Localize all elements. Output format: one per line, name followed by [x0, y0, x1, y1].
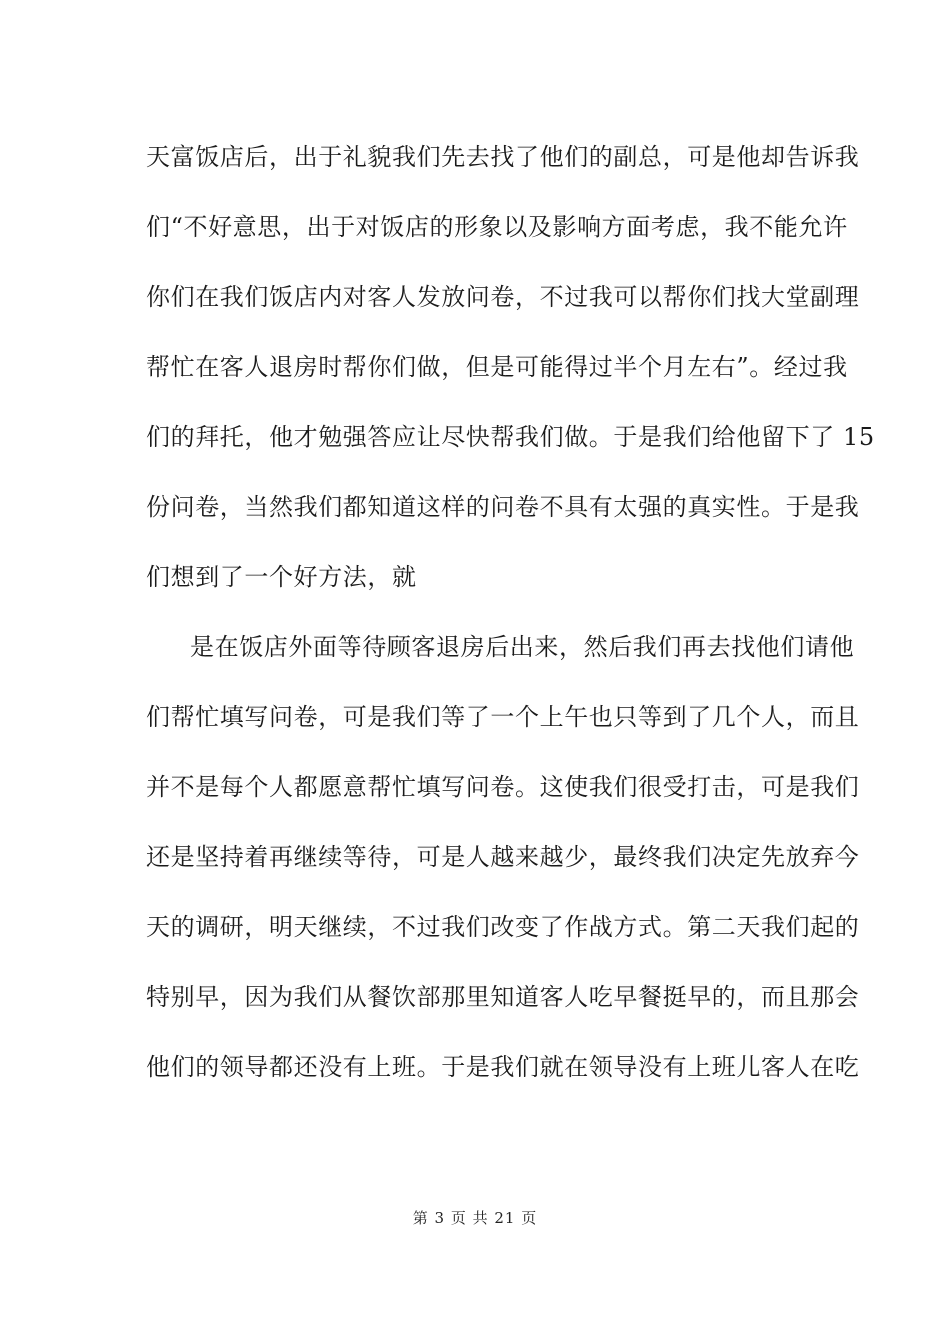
paragraph-2-first-line: 是在饭店外面等待顾客退房后出来，然后我们再去找他们请他	[190, 633, 855, 661]
text-line-9: 们帮忙填写问卷，可是我们等了一个上午也只等到了几个人，而且	[146, 703, 860, 731]
text-line-5: 们的拜托，他才勉强答应让尽快帮我们做。于是我们给他留下了 15	[146, 423, 875, 451]
text-line-13: 特别早，因为我们从餐饮部那里知道客人吃早餐挺早的，而且那会	[146, 983, 860, 1011]
text-line-12: 天的调研，明天继续，不过我们改变了作战方式。第二天我们起的	[146, 913, 860, 941]
text-line-10: 并不是每个人都愿意帮忙填写问卷。这使我们很受打击，可是我们	[146, 773, 860, 801]
text-line-3: 你们在我们饭店内对客人发放问卷，不过我可以帮你们找大堂副理	[146, 283, 860, 311]
text-line-7: 们想到了一个好方法，就	[146, 563, 417, 591]
text-line-6: 份问卷，当然我们都知道这样的问卷不具有太强的真实性。于是我	[146, 493, 860, 521]
text-line-2: 们“不好意思，出于对饭店的形象以及影响方面考虑，我不能允许	[146, 213, 848, 241]
text-line-14: 他们的领导都还没有上班。于是我们就在领导没有上班儿客人在吃	[146, 1053, 860, 1081]
page-number-footer: 第 3 页 共 21 页	[412, 1209, 538, 1227]
text-line-4: 帮忙在客人退房时帮你们做，但是可能得过半个月左右”。经过我	[146, 353, 848, 381]
text-line-11: 还是坚持着再继续等待，可是人越来越少，最终我们决定先放弃今	[146, 843, 860, 871]
text-line-1: 天富饭店后，出于礼貌我们先去找了他们的副总，可是他却告诉我	[146, 143, 860, 171]
